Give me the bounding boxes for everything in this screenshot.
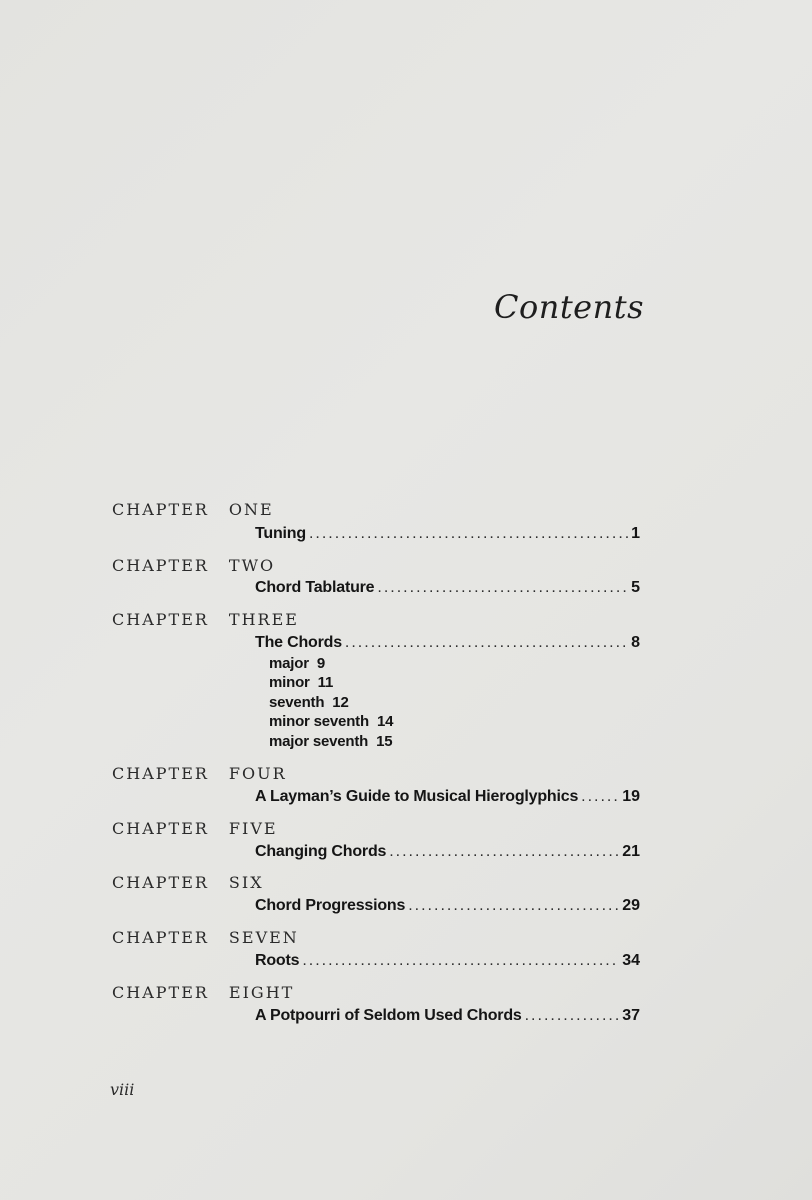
toc-entry-changing-chords[interactable] <box>255 843 640 861</box>
dot-leader <box>377 579 628 597</box>
chapter-heading-one <box>112 500 274 519</box>
toc-subentry-seventh[interactable] <box>269 694 349 711</box>
toc-entry-laymans-guide[interactable] <box>255 788 640 806</box>
dot-leader <box>581 788 619 806</box>
entry-page-number: 5 <box>631 579 640 596</box>
chapter-label: CHAPTER <box>112 610 209 629</box>
entry-title: Chord Progressions <box>255 897 406 914</box>
chapter-heading-four <box>112 764 287 783</box>
chapter-label: CHAPTER <box>112 764 209 783</box>
subentry-title: seventh <box>269 694 325 711</box>
chapter-number: EIGHT <box>228 983 295 1002</box>
chapter-label: CHAPTER <box>112 819 209 838</box>
chapter-heading-eight <box>112 983 294 1002</box>
page-folio: viii <box>110 1080 135 1099</box>
entry-page-number: 37 <box>622 1007 640 1024</box>
entry-page-number: 21 <box>622 843 640 860</box>
entry-page-number: 29 <box>622 897 640 914</box>
chapter-heading-two <box>112 556 275 575</box>
entry-page-number: 1 <box>631 525 640 542</box>
entry-title: Tuning <box>255 525 306 542</box>
chapter-number: THREE <box>228 610 299 629</box>
chapter-label: CHAPTER <box>112 556 209 575</box>
entry-title: A Layman’s Guide to Musical Hieroglyphics <box>255 788 579 805</box>
chapter-number: SIX <box>228 873 264 892</box>
page-title: Contents <box>493 288 644 326</box>
chapter-heading-five <box>112 819 278 838</box>
toc-entry-chord-tablature[interactable] <box>255 579 640 597</box>
chapter-number: FOUR <box>228 764 287 783</box>
subentry-page-number: 15 <box>376 733 393 750</box>
chapter-number: SEVEN <box>228 928 299 947</box>
toc-subentry-major[interactable] <box>269 655 325 672</box>
toc-entry-potpourri[interactable] <box>255 1007 640 1025</box>
subentry-title: major <box>269 655 309 672</box>
subentry-page-number: 12 <box>332 694 349 711</box>
dot-leader <box>525 1007 620 1025</box>
chapter-label: CHAPTER <box>112 928 209 947</box>
dot-leader <box>345 634 628 652</box>
toc-entry-tuning[interactable] <box>255 525 640 543</box>
entry-title: Changing Chords <box>255 843 387 860</box>
toc-entry-the-chords[interactable] <box>255 634 640 652</box>
subentry-title: minor seventh <box>269 713 369 730</box>
chapter-label: CHAPTER <box>112 873 209 892</box>
toc-subentry-minor[interactable] <box>269 674 333 691</box>
dot-leader <box>408 897 619 915</box>
dot-leader <box>389 843 619 861</box>
chapter-number: ONE <box>228 500 274 519</box>
entry-title: The Chords <box>255 634 342 651</box>
entry-page-number: 34 <box>622 952 640 969</box>
toc-entry-chord-progressions[interactable] <box>255 897 640 915</box>
chapter-number: FIVE <box>228 819 278 838</box>
subentry-page-number: 9 <box>316 655 326 672</box>
toc-entry-roots[interactable] <box>255 952 640 970</box>
dot-leader <box>309 525 628 543</box>
toc-subentry-minor-seventh[interactable] <box>269 713 393 730</box>
entry-page-number: 19 <box>622 788 640 805</box>
toc-subentry-major-seventh[interactable] <box>269 733 392 750</box>
subentry-title: minor <box>269 674 310 691</box>
dot-leader <box>302 952 619 970</box>
entry-title: A Potpourri of Seldom Used Chords <box>255 1007 522 1024</box>
entry-title: Chord Tablature <box>255 579 375 596</box>
subentry-title: major seventh <box>269 733 369 750</box>
chapter-number: TWO <box>228 556 276 575</box>
chapter-label: CHAPTER <box>112 500 209 519</box>
chapter-heading-three <box>112 610 299 629</box>
subentry-page-number: 11 <box>317 674 334 691</box>
chapter-heading-seven <box>112 928 299 947</box>
chapter-heading-six <box>112 873 264 892</box>
entry-title: Roots <box>255 952 300 969</box>
subentry-page-number: 14 <box>376 713 394 730</box>
chapter-label: CHAPTER <box>112 983 209 1002</box>
entry-page-number: 8 <box>631 634 640 651</box>
